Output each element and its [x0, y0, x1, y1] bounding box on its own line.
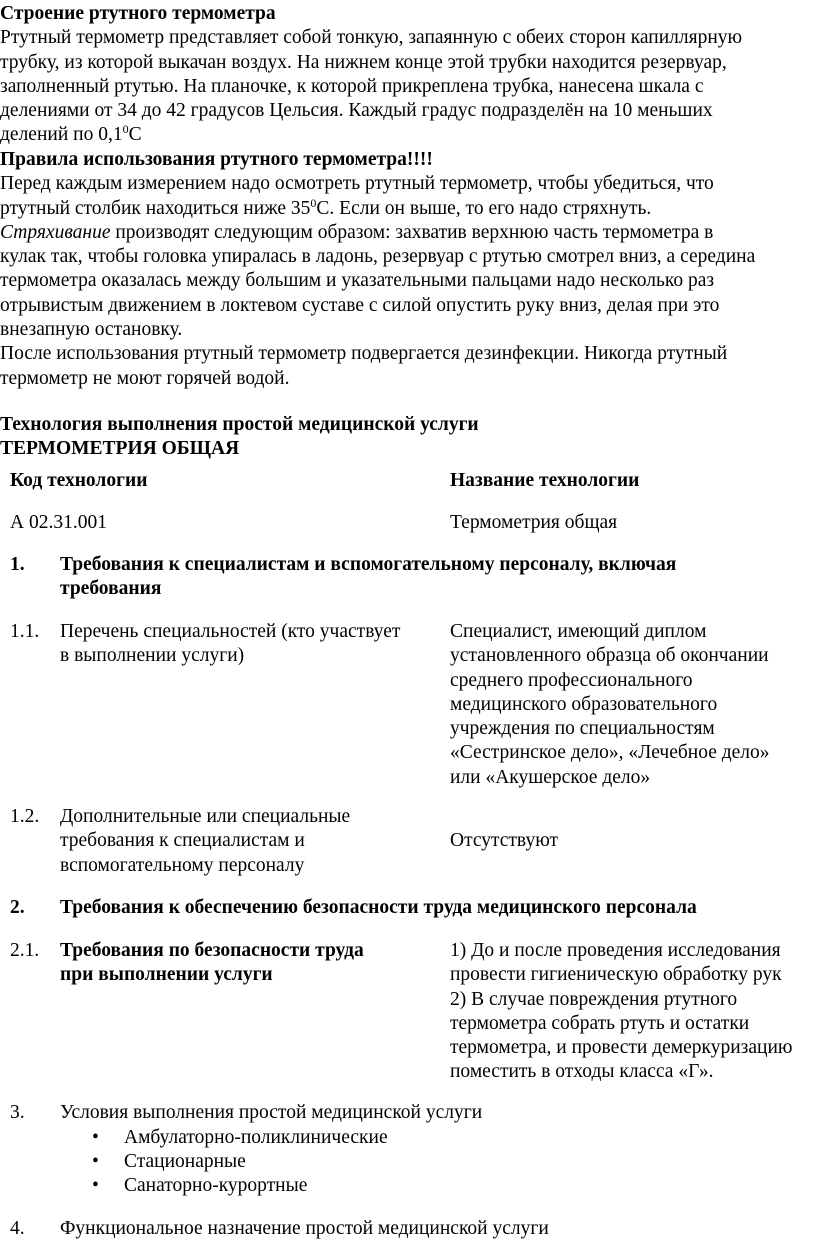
rules-line: термометра оказалась между большим и указательными пальцами надо несколько раз — [0, 270, 715, 292]
rules-line: кулак так, чтобы головка упиралась в ладонь, резервуар с ртутью смотрел вниз, а середина — [0, 246, 756, 268]
intro-line: делениями от 34 до 42 градусов Цельсия. Каждый градус подразделён на 10 меньших — [0, 100, 713, 122]
rules-section — [0, 148, 816, 391]
shake-term: Стряхивание — [0, 221, 111, 243]
requirement-value: Специалист, имеющий диплом установленного образца об окончании среднего профессионального медицинского образовательного учреждения по специальностям «Сестринское дело», «Лечебное дело» или «Акушерское дело» — [450, 621, 770, 788]
intro-heading: Строение ртутного термометра — [0, 3, 276, 24]
intro-line: Ртутный термометр представляет собой тонкую, запаянную с обеих сторон капиллярную — [0, 27, 743, 49]
rules-heading: Правила использования ртутного термометра!!!! — [0, 149, 433, 170]
list-item: Санаторно-курортные — [124, 1175, 308, 1196]
requirement-value: Отсутствуют — [450, 830, 559, 851]
section-title: Условия выполнения простой медицинской услуги — [60, 1102, 483, 1123]
requirement-label: Перечень специальностей (кто участвует в выполнении услуги) — [60, 621, 401, 667]
section-number: 2. — [10, 897, 25, 918]
section-title: Требования к специалистам и вспомогательному персоналу, включая требования — [60, 554, 677, 600]
requirement-label: Требования по безопасности труда при выполнении услуги — [60, 940, 364, 986]
requirement-value: 1) До и после проведения исследования провести гигиеническую обработку рук 2) В случае повреждения ртутного термометра собрать ртуть и остатки термометра, и провести демеркуризацию поместить в отходы класса «Г». — [450, 940, 793, 1083]
tech-name: Термометрия общая — [450, 512, 618, 533]
intro-line: заполненный ртутью. На планочке, к которой прикреплена трубка, нанесена шкала с — [0, 75, 704, 97]
requirement-label: Дополнительные или специальные требования к специалистам и вспомогательному персоналу — [60, 806, 351, 876]
section-title: Требования к обеспечению безопасности труда медицинского персонала — [60, 897, 697, 918]
section-number: 1.1. — [10, 621, 40, 642]
col-code-header: Код технологии — [10, 470, 148, 491]
rules-line: Перед каждым измерением надо осмотреть ртутный термометр, чтобы убедиться, что — [0, 173, 714, 195]
intro-line: делений по $0,1^0С$ — [0, 122, 142, 146]
bullet-icon: • — [92, 1127, 99, 1148]
bullet-icon: • — [92, 1175, 99, 1196]
section-number: 1. — [10, 554, 25, 575]
tech-code: А 02.31.001 — [10, 512, 107, 533]
section-title: Функциональное назначение простой медицинской услуги — [60, 1218, 549, 1239]
tech-heading-block — [0, 413, 816, 462]
section-number: 3. — [10, 1102, 25, 1123]
col-name-header: Название технологии — [450, 470, 640, 491]
tech-heading: Технология выполнения простой медицинской услуги — [0, 414, 479, 435]
rules-line: термометр не моют горячей водой. — [0, 367, 290, 389]
rules-line: Стряхивание производят следующим образом: захватив верхнюю часть термометра в — [0, 221, 714, 243]
tech-title: ТЕРМОМЕТРИЯ ОБЩАЯ — [0, 438, 240, 460]
section-number: 1.2. — [10, 806, 40, 827]
section-number: 4. — [10, 1218, 25, 1239]
list-item: Стационарные — [124, 1151, 246, 1172]
bullet-icon: • — [92, 1151, 99, 1172]
rules-line: ртутный столбик находиться ниже $35^0С$. Если он выше, то его надо стряхнуть. — [0, 195, 652, 219]
section-number: 2.1. — [10, 940, 40, 961]
rules-line: отрывистым движением в локтевом суставе с силой опустить руку вниз, делая при это — [0, 294, 720, 316]
rules-line: внезапную остановку. — [0, 319, 183, 341]
list-item: Амбулаторно-поликлинические — [124, 1127, 388, 1148]
intro-line: трубку, из которой выкачан воздух. На нижнем конце этой трубки находится резервуар, — [0, 51, 727, 73]
rules-line: После использования ртутный термометр подвергается дезинфекции. Никогда ртутный — [0, 343, 728, 365]
intro-section — [0, 2, 816, 148]
